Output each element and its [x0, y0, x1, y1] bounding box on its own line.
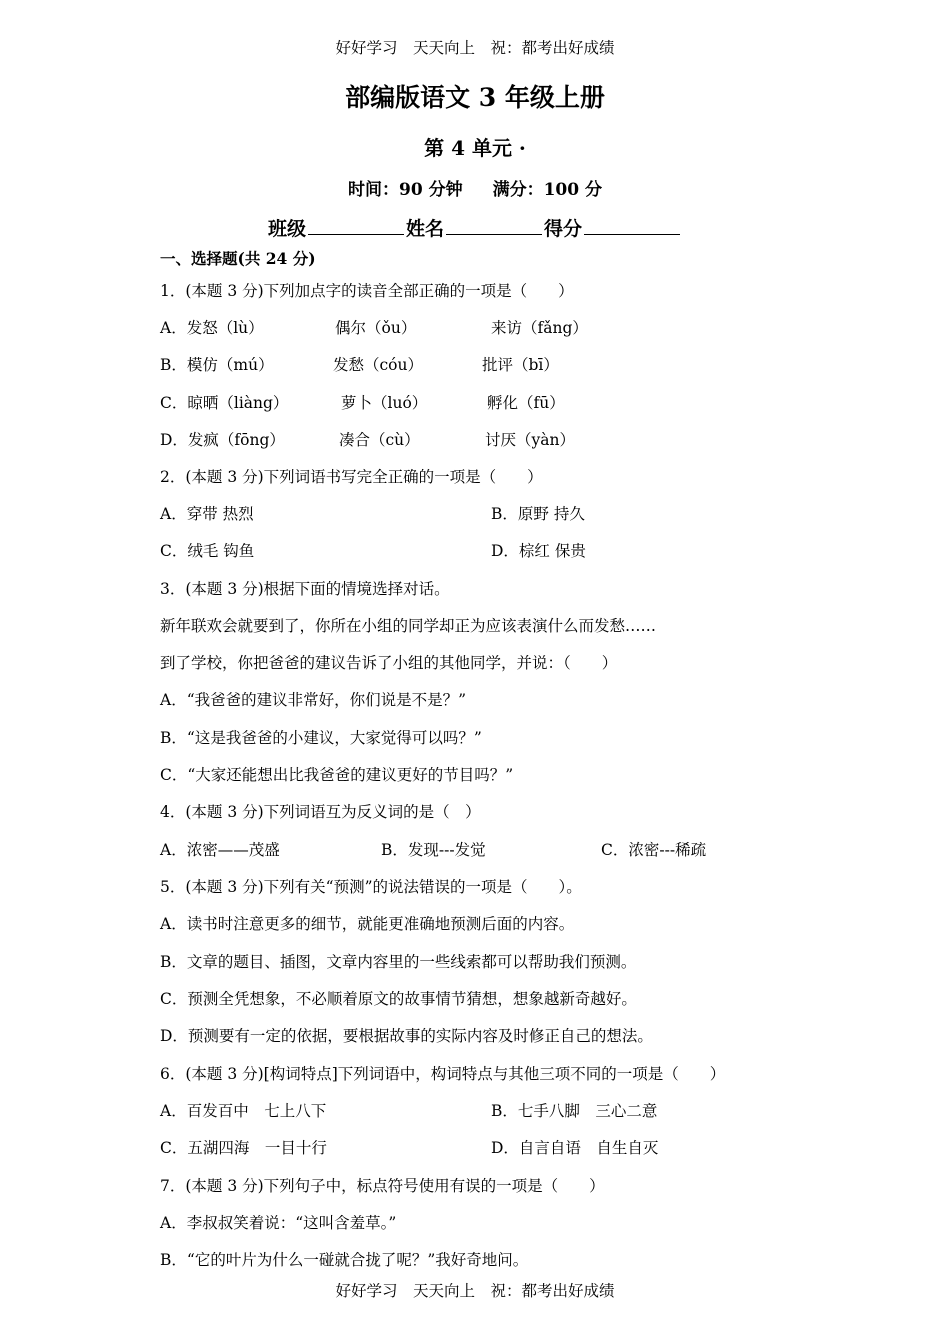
q1-option-a-3: 来访（fǎng）	[491, 319, 588, 337]
q1-option-d-2: 凑合（cù）	[339, 431, 420, 449]
q7-option-b: B．“它的叶片为什么一碰就合拢了呢？”我好奇地问。	[160, 1251, 529, 1269]
q6-option-d: D．自言自语 自生自灭	[491, 1139, 659, 1157]
q1-option-c-2: 萝卜（luó）	[341, 394, 428, 412]
q1-option-d: D．发疯（fōng）	[160, 431, 285, 449]
q1-option-a-2: 偶尔（ǒu）	[335, 319, 417, 337]
q2-option-a: A．穿带 热烈	[160, 505, 254, 523]
q1-option-b-3: 批评（bī）	[482, 356, 559, 374]
q6-option-c: C．五湖四海 一目十行	[160, 1139, 327, 1157]
question-5-stem: 5．(本题 3 分)下列有关“预测”的说法错误的一项是（ ）。	[160, 878, 582, 896]
q1-option-d-3: 讨厌（yàn）	[485, 431, 575, 449]
score-total-label: 满分：100 分	[492, 180, 602, 200]
name-blank[interactable]	[446, 216, 542, 235]
question-2-stem: 2．(本题 3 分)下列词语书写完全正确的一项是（ ）	[160, 468, 543, 486]
time-label: 时间：90 分钟	[348, 180, 463, 200]
question-1-stem: 1．(本题 3 分)下列加点字的读音全部正确的一项是（ ）	[160, 282, 574, 300]
q1-option-b-2: 发愁（cóu）	[333, 356, 423, 374]
class-blank[interactable]	[308, 216, 404, 235]
q3-context-1: 新年联欢会就要到了，你所在小组的同学却正为应该表演什么而发愁……	[160, 617, 657, 635]
q2-option-c: C．绒毛 钩鱼	[160, 542, 255, 560]
q1-option-c: C．晾晒（liàng）	[160, 394, 289, 412]
q1-option-a: A．发怒（lù）	[160, 319, 264, 337]
unit-title: 第 4 单元 ·	[424, 136, 526, 160]
q6-option-a: A．百发百中 七上八下	[160, 1102, 327, 1120]
question-3-stem: 3．(本题 3 分)根据下面的情境选择对话。	[160, 580, 450, 598]
q1-option-c-3: 孵化（fū）	[487, 394, 565, 412]
section-heading: 一、选择题(共 24 分)	[160, 249, 316, 268]
name-label: 姓名	[405, 218, 444, 240]
q7-option-a: A．李叔叔笑着说：“这叫含羞草。”	[160, 1214, 397, 1232]
q1-option-b: B．模仿（mú）	[160, 356, 274, 374]
question-4-stem: 4．(本题 3 分)下列词语互为反义词的是（ ）	[160, 803, 481, 821]
score-label: 得分	[544, 218, 583, 240]
q4-option-b: B．发现---发觉	[381, 841, 486, 859]
exam-meta	[0, 179, 950, 201]
question-6-stem: 6．(本题 3 分)[构词特点]下列词语中，构词特点与其他三项不同的一项是（ ）	[160, 1065, 726, 1083]
q6-option-b: B．七手八脚 三心二意	[491, 1102, 658, 1120]
q4-option-c: C．浓密---稀疏	[601, 841, 707, 859]
page-title: 部编版语文 3 年级上册	[345, 83, 605, 112]
q3-option-b: B．“这是我爸爸的小建议，大家觉得可以吗？”	[160, 729, 482, 747]
q5-option-c: C．预测全凭想象，不必顺着原文的故事情节猜想，想象越新奇越好。	[160, 990, 637, 1008]
q5-option-a: A．读书时注意更多的细节，就能更准确地预测后面的内容。	[160, 915, 575, 933]
page-header: 好好学习 天天向上 祝：都考出好成绩	[335, 39, 615, 57]
score-blank[interactable]	[584, 216, 680, 235]
q2-option-d: D．棕红 保贵	[491, 542, 586, 560]
q2-option-b: B．原野 持久	[491, 505, 585, 523]
q4-option-a: A．浓密——茂盛	[160, 841, 280, 859]
q5-option-d: D．预测要有一定的依据，要根据故事的实际内容及时修正自己的想法。	[160, 1027, 653, 1045]
class-label: 班级	[267, 218, 306, 240]
q3-option-a: A．“我爸爸的建议非常好，你们说是不是？”	[160, 691, 467, 709]
question-7-stem: 7．(本题 3 分)下列句子中，标点符号使用有误的一项是（ ）	[160, 1177, 605, 1195]
page-footer: 好好学习 天天向上 祝：都考出好成绩	[335, 1282, 615, 1300]
q3-context-2: 到了学校，你把爸爸的建议告诉了小组的其他同学，并说：（ ）	[160, 654, 618, 672]
q5-option-b: B．文章的题目、插图，文章内容里的一些线索都可以帮助我们预测。	[160, 953, 637, 971]
q3-option-c: C．“大家还能想出比我爸爸的建议更好的节目吗？”	[160, 766, 514, 784]
student-info-fields	[0, 216, 950, 241]
